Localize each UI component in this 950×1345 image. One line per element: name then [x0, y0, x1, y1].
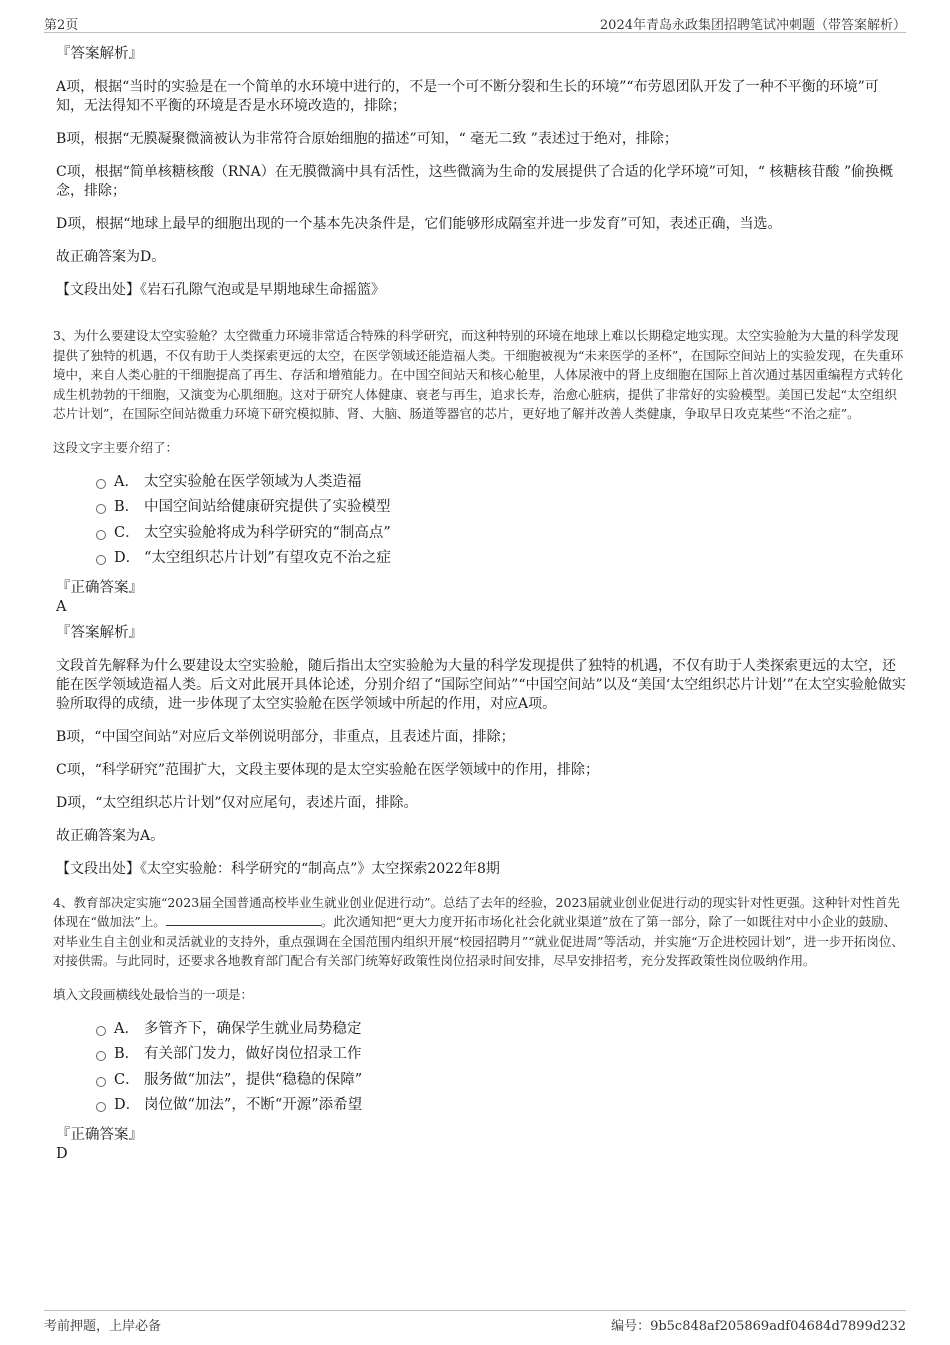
option-a[interactable] — [96, 470, 906, 496]
option-text: “太空组织芯片计划”有望攻克不治之症 — [144, 550, 391, 566]
option-letter: B． — [114, 499, 140, 515]
option-text: 太空实验舱在医学领域为人类造福 — [144, 473, 362, 490]
analysis-para: B项，“中国空间站”对应后文举例说明部分，非重点，且表述片面，排除； — [56, 728, 515, 745]
radio-icon[interactable] — [96, 555, 106, 565]
page-footer — [44, 1310, 906, 1335]
analysis-para: D项，根据“地球上最早的细胞出现的一个基本先决条件是，它们能够形成隔室并进一步发育”可知，表述正确，当选。 — [56, 216, 782, 232]
analysis-para: A项，根据“当时的实验是在一个简单的水环境中进行的，不是一个可不断分裂和生长的环境”“布劳恩团队开发了一种不平衡的环境”可知，无法得知不平衡的环境是否是水环境改造的，排除； — [56, 79, 879, 114]
option-c[interactable] — [96, 1068, 906, 1094]
radio-icon[interactable] — [96, 479, 106, 489]
question-4 — [53, 893, 906, 1164]
option-letter: A． — [114, 473, 139, 490]
option-letter: C． — [114, 1071, 140, 1088]
question-text-after: 。此次通知把“更大力度开拓市场化社会化就业渠道”放在了第一部分，除了一如既往对中小企业的鼓励、对毕业生自主创业和灵活就业的支持外，重点强调在全国范围内组织开展“校园招聘月”“就业促进周”等活动，并实施“万企进校园计划”，进一步开拓岗位、对接供需。与此同时，还要求各地教育部门配合有关部门统筹好政策性岗位招录时间安排，尽早安排招考，充分发挥政策性岗位吸纳作用。 — [53, 914, 904, 968]
option-list — [96, 470, 906, 572]
conclusion: 故正确答案为D。 — [56, 249, 166, 265]
analysis-label: 『答案解析』 — [56, 624, 143, 641]
q2-analysis — [56, 44, 906, 300]
question-text: 3、为什么要建设太空实验舱？太空微重力环境非常适合特殊的科学研究，而这种特别的环境在地球上难以长期稳定地实现。太空实验舱为大量的科学发现提供了独特的机遇，不仅有助于人类探索更远的太空，在医学领域还能造福人类。干细胞被视为“未来医学的圣杯”，在国际空间站上的实验发现，在失重环境中，来自人类心脏的干细胞提高了再生、存活和增殖能力。在中国空间站天和核心舱里，人体尿液中的肾上皮细胞在国际上首次通过基因重编程方式转化成生机勃勃的干细胞，又演变为心肌细胞。这对于研究人体健康、衰老与再生，追求长寿，治愈心脏病，提供了非常好的实验模型。美国已发起“太空组织芯片计划”，在国际空间站微重力环境下研究模拟肺、肾、大脑、肠道等器官的芯片，更好地了解并改善人类健康，争取早日攻克某些“不治之症”。 — [53, 328, 904, 421]
answer-label: 『正确答案』 — [56, 1126, 143, 1143]
option-text: 多管齐下，确保学生就业局势稳定 — [144, 1020, 362, 1037]
footer-slogan: 考前押题，上岸必备 — [44, 1319, 162, 1334]
radio-icon[interactable] — [96, 1026, 106, 1036]
question-3 — [53, 326, 906, 879]
page-number: 第2页 — [44, 18, 79, 33]
question-text — [53, 893, 906, 971]
option-text: 有关部门发力，做好岗位招录工作 — [144, 1046, 362, 1062]
source-note: 【文段出处】《岩石孔隙气泡或是早期地球生命摇篮》 — [56, 282, 385, 298]
option-letter: C． — [114, 524, 140, 541]
answer-value: A — [56, 598, 67, 615]
option-a[interactable] — [96, 1017, 906, 1043]
main-content — [53, 44, 906, 1170]
question-text-before: 4、教育部决定实施“2023届全国普通高校毕业生就业创业促进行动”。总结了去年的经验，2023届就业创业促进行动的现实针对性更强。这种针对性首先体现在“做加法”上。 — [53, 894, 900, 929]
source-note: 【文段出处】《太空实验舱：科学研究的“制高点”》太空探索2022年8期 — [56, 860, 500, 877]
option-letter: D． — [114, 550, 141, 566]
fill-blank — [166, 913, 321, 926]
option-c[interactable] — [96, 521, 906, 547]
option-letter: A． — [114, 1020, 139, 1037]
analysis-para: D项，“太空组织芯片计划”仅对应尾句，表述片面，排除。 — [56, 794, 418, 811]
analysis-label: 『答案解析』 — [56, 46, 143, 62]
option-b[interactable] — [96, 495, 906, 521]
option-letter: B． — [114, 1046, 140, 1062]
radio-icon[interactable] — [96, 1051, 106, 1061]
answer-value: D — [56, 1145, 68, 1162]
radio-icon[interactable] — [96, 1077, 106, 1087]
option-list — [96, 1017, 906, 1119]
option-d[interactable] — [96, 1093, 906, 1119]
document-code: 编号：9b5c848af205869adf04684d7899d232 — [611, 1319, 906, 1334]
option-text: 服务做“加法”，提供“稳稳的保障” — [144, 1071, 363, 1088]
question-prompt: 这段文字主要介绍了： — [53, 439, 179, 455]
analysis-para: B项，根据“无膜凝聚微滴被认为非常符合原始细胞的描述”可知，“ 毫无二致 ”表述过于绝对，排除； — [56, 131, 678, 147]
analysis-para: C项，根据“简单核糖核酸（RNA）在无膜微滴中具有活性，这些微滴为生命的发展提供了合适的化学环境”可知，“ 核糖核苷酸 ”偷换概念，排除； — [56, 164, 894, 199]
question-prompt: 填入文段画横线处最恰当的一项是： — [53, 986, 254, 1002]
radio-icon[interactable] — [96, 1102, 106, 1112]
option-d[interactable] — [96, 546, 906, 572]
option-text: 中国空间站给健康研究提供了实验模型 — [144, 499, 391, 515]
option-letter: D． — [114, 1097, 141, 1113]
document-title: 2024年青岛永政集团招聘笔试冲刺题（带答案解析） — [599, 18, 906, 33]
analysis-para: C项，“科学研究”范围扩大，文段主要体现的是太空实验舱在医学领域中的作用，排除； — [56, 761, 600, 778]
radio-icon[interactable] — [96, 530, 106, 540]
option-text: 岗位做“加法”，不断“开源”添希望 — [144, 1097, 363, 1113]
conclusion: 故正确答案为A。 — [56, 827, 165, 844]
analysis-para: 文段首先解释为什么要建设太空实验舱，随后指出太空实验舱为大量的科学发现提供了独特的机遇，不仅有助于人类探索更远的太空，还能在医学领域造福人类。后文对此展开具体论述，分别介绍了“国际空间站”“中国空间站”以及“美国‘太空组织芯片计划’”在太空实验舱做实验所取得的成绩，进一步体现了太空实验舱在医学领域中所起的作用，对应A项。 — [56, 657, 906, 712]
answer-label: 『正确答案』 — [56, 579, 143, 596]
option-b[interactable] — [96, 1042, 906, 1068]
option-text: 太空实验舱将成为科学研究的“制高点” — [144, 524, 391, 541]
radio-icon[interactable] — [96, 504, 106, 514]
page-header — [44, 12, 906, 33]
